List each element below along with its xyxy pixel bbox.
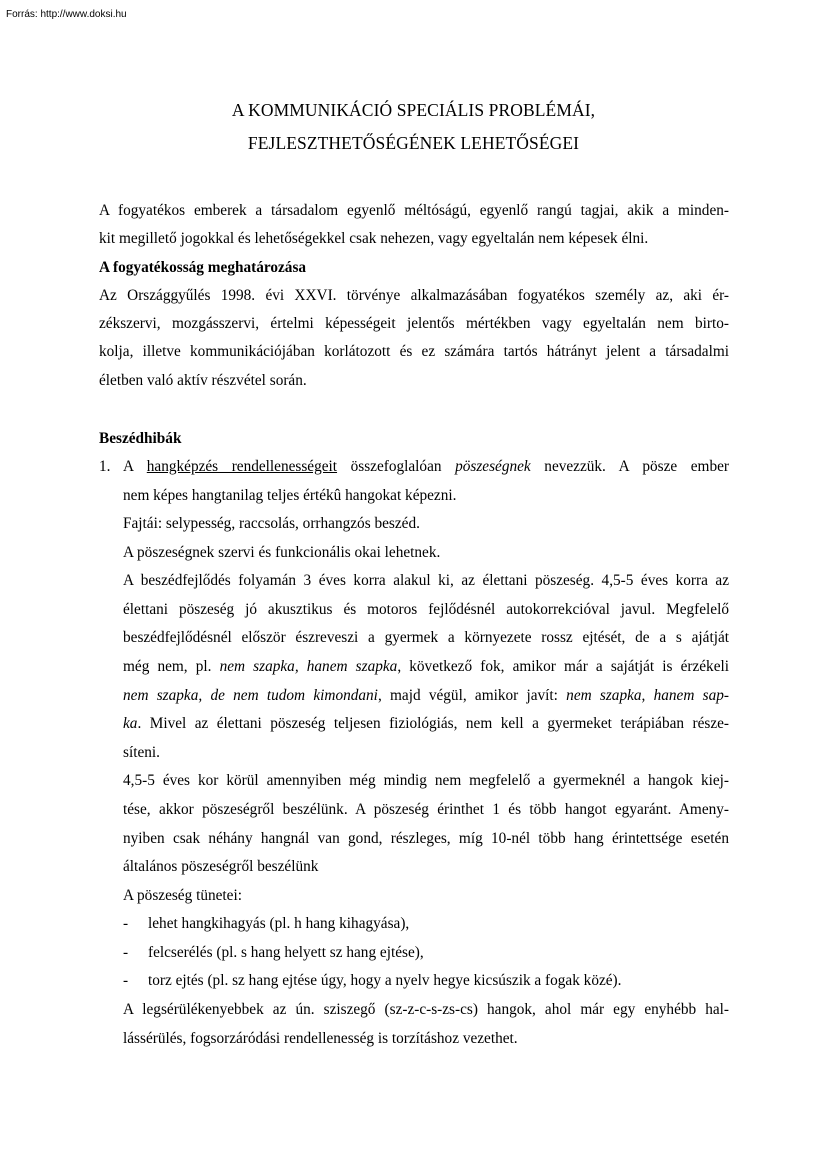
definition-heading: A fogyatékosság meghatározása	[99, 259, 307, 276]
definition-line-4: életben való aktív részvétel során.	[99, 372, 307, 389]
definition-line-2: zékszervi, mozgásszervi, értelmi képességeit jelentős mértékben vagy egyeltalán nem birto-	[99, 315, 729, 332]
development-line-2: élettani pöszeség jó akusztikus és motoros fejlődésnél autokorrekcióval javul. Megfelelő	[123, 601, 729, 618]
definition-line-1: Az Országgyűlés 1998. évi XXVI. törvénye alkalmazásában fogyatékos személy az, aki ér-	[99, 287, 729, 304]
development-line-5: nem szapka, de nem tudom kimondani, majd végül, amikor javít: nem szapka, hanem sap-	[123, 687, 729, 704]
age-line-2: tése, akkor pöszeségről beszélünk. A pöszeség érinthet 1 és több hangot egyaránt. Ameny-	[123, 801, 729, 818]
final-line-2: lássérülés, fogsorzáródási rendellenesség is torzításhoz vezethet.	[123, 1030, 518, 1047]
symptom-item: lehet hangkihagyás (pl. h hang kihagyása),	[148, 915, 410, 932]
source-url[interactable]: Forrás: http://www.doksi.hu	[6, 9, 127, 20]
definition-line-3: kolja, illetve kommunikációjában korlátozott és ez számára tartós hátrányt jelent a társadalmi	[99, 343, 729, 360]
development-line-6: ka. Mivel az élettani pöszeség teljesen fiziológiás, nem kell a gyermeket terápiában része-	[123, 715, 729, 732]
development-line-7: síteni.	[123, 744, 160, 761]
age-line-4: általános pöszeségről beszélünk	[123, 858, 319, 875]
symptom-item: felcserélés (pl. s hang helyett sz hang ejtése),	[148, 944, 424, 961]
age-line-3: nyiben csak néhány hangnál van gond, részleges, míg 10-nél több hang érintettsége esetén	[123, 830, 729, 847]
types-line: Fajtái: selypesség, raccsolás, orrhangzós beszéd.	[123, 515, 420, 532]
causes-line: A pöszeségnek szervi és funkcionális okai lehetnek.	[123, 544, 441, 561]
paragraph-1-line-2: nem képes hangtanilag teljes értékû hangokat képezni.	[123, 487, 457, 504]
age-line-1: 4,5-5 éves kor körül amennyiben még mindig nem megfelelő a gyermeknél a hangok kiej-	[123, 772, 729, 789]
list-number: 1.	[99, 458, 111, 475]
development-line-1: A beszédfejlődés folyamán 3 éves korra alakul ki, az élettani pöszeség. 4,5-5 éves korra az	[123, 572, 729, 589]
development-line-4: még nem, pl. nem szapka, hanem szapka, következő fok, amikor már a sajátját is érzékeli	[123, 658, 729, 675]
development-line-3: beszédfejlődésnél először észreveszi a gyermek a környezete rossz ejtését, de a s ajátját	[123, 629, 729, 646]
symptoms-heading: A pöszeség tünetei:	[123, 887, 242, 904]
intro-line-2: kit megillető jogokkal és lehetőségekkel csak nehezen, vagy egyeltalán nem képesek élni.	[99, 230, 649, 247]
paragraph-1-line-1: A hangképzés rendellenességeit összefoglalóan pöszeségnek nevezzük. A pösze ember	[123, 458, 729, 475]
intro-line-1: A fogyatékos emberek a társadalom egyenlő méltóságú, egyenlő rangú tagjai, akik a minden-	[99, 202, 729, 219]
bullet-dash: -	[123, 972, 129, 989]
symptom-item: torz ejtés (pl. sz hang ejtése úgy, hogy a nyelv hegye kicsúszik a fogak közé).	[148, 972, 622, 989]
document-title-line-1: A KOMMUNIKÁCIÓ SPECIÁLIS PROBLÉMÁI,	[231, 100, 596, 120]
bullet-dash: -	[123, 915, 129, 932]
document-title-line-2: FEJLESZTHETŐSÉGÉNEK LEHETŐSÉGEI	[247, 133, 580, 153]
speech-defects-heading: Beszédhibák	[99, 430, 182, 447]
bullet-dash: -	[123, 944, 129, 961]
final-line-1: A legsérülékenyebbek az ún. sziszegő (sz-z-c-s-zs-cs) hangok, ahol már egy enyhébb hal-	[123, 1001, 729, 1018]
